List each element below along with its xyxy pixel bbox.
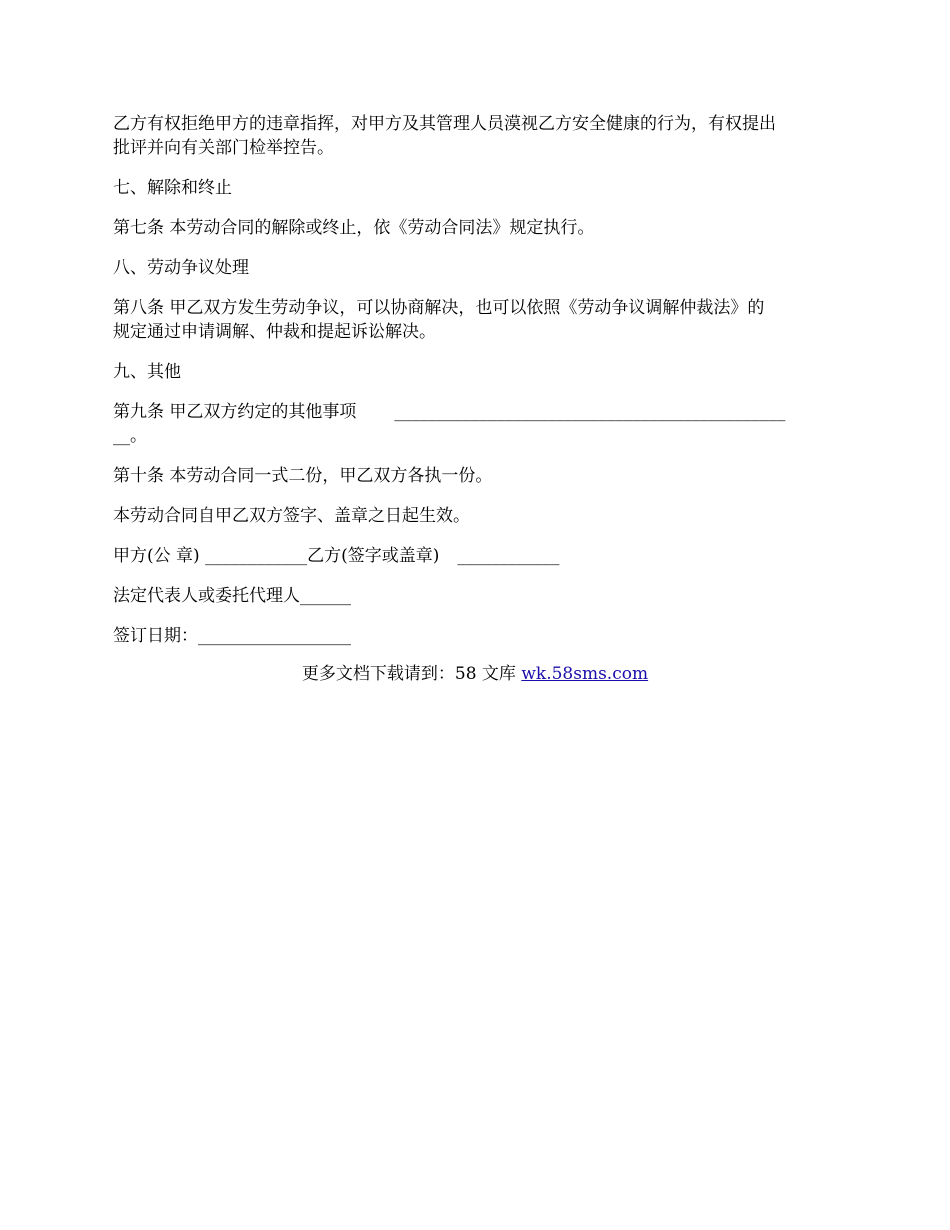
effective-clause: 本劳动合同自甲乙双方签字、盖章之日起生效。 <box>113 506 470 526</box>
paragraph-line: 第八条 甲乙双方发生劳动争议，可以协商解决，也可以依照《劳动争议调解仲裁法》的 <box>113 298 765 318</box>
party-a-label: 甲方(公 章) ____________乙方(签字或盖章) <box>113 546 440 566</box>
representative-line: 法定代表人或委托代理人______ <box>113 586 351 606</box>
article-8 <box>113 296 839 344</box>
sign-date-line: 签订日期：__________________ <box>113 626 351 646</box>
footer-link[interactable]: wk.58sms.com <box>521 664 649 684</box>
footer-text: 更多文档下载请到：58 文库 <box>301 664 522 684</box>
article-9 <box>113 400 839 448</box>
paragraph-line: 乙方有权拒绝甲方的违章指挥，对甲方及其管理人员漠视乙方安全健康的行为，有权提出 <box>113 114 776 134</box>
article-9-blank: ______________________________________________ <box>394 402 786 422</box>
signature-parties <box>113 544 839 568</box>
document-body <box>113 112 839 664</box>
article-9-label: 第九条 甲乙双方约定的其他事项 <box>113 402 357 422</box>
section-heading-termination: 七、解除和终止 <box>113 178 232 198</box>
paragraph-line <box>113 400 839 424</box>
article-9-continuation: __。 <box>113 426 147 446</box>
article-10: 第十条 本劳动合同一式二份，甲乙双方各执一份。 <box>113 466 493 486</box>
footer-download-note <box>0 662 950 686</box>
article-7: 第七条 本劳动合同的解除或终止，依《劳动合同法》规定执行。 <box>113 218 595 238</box>
section-heading-dispute: 八、劳动争议处理 <box>113 258 249 278</box>
paragraph-line: 批评并向有关部门检举控告。 <box>113 138 334 158</box>
party-b-blank: ____________ <box>457 546 560 566</box>
paragraph-line: 规定通过申请调解、仲裁和提起诉讼解决。 <box>113 322 436 342</box>
section-heading-other: 九、其他 <box>113 362 181 382</box>
paragraph-rights <box>113 112 839 160</box>
